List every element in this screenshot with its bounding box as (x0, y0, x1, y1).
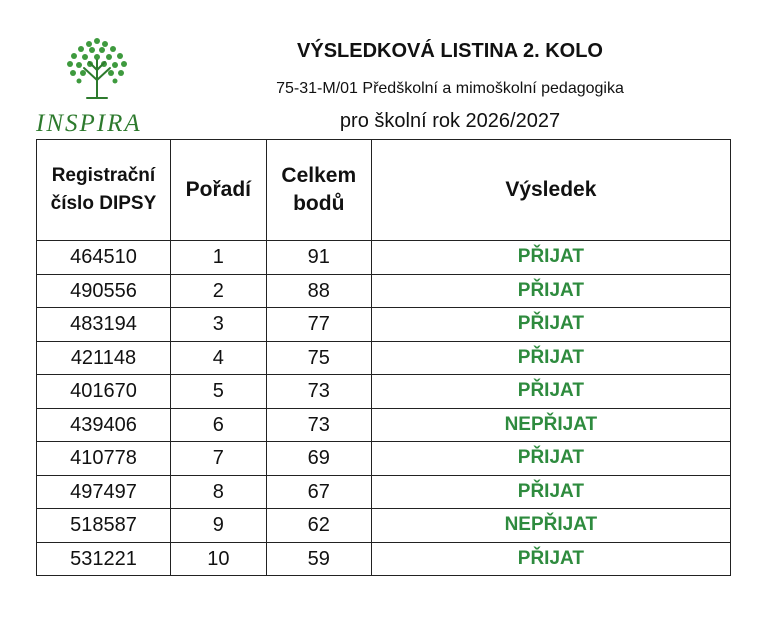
cell-points: 91 (266, 241, 371, 275)
cell-result: NEPŘIJAT (371, 408, 730, 442)
table-row (37, 375, 731, 409)
table-row (37, 408, 731, 442)
results-table (36, 139, 731, 576)
table-row (37, 475, 731, 509)
cell-registration: 401670 (37, 375, 171, 409)
cell-rank: 4 (170, 341, 266, 375)
header-rank: Pořadí (170, 140, 266, 241)
table-row (37, 241, 731, 275)
cell-registration: 439406 (37, 408, 171, 442)
tree-icon (62, 36, 132, 102)
table-row (37, 542, 731, 576)
cell-points: 69 (266, 442, 371, 476)
cell-rank: 1 (170, 241, 266, 275)
cell-rank: 9 (170, 509, 266, 543)
header-registration: Registrační číslo DIPSY (37, 140, 171, 241)
cell-rank: 7 (170, 442, 266, 476)
cell-points: 62 (266, 509, 371, 543)
page-title: VÝSLEDKOVÁ LISTINA 2. KOLO (297, 40, 603, 62)
cell-registration: 421148 (37, 341, 171, 375)
cell-registration: 531221 (37, 542, 171, 576)
cell-result: PŘIJAT (371, 308, 730, 342)
cell-result: PŘIJAT (371, 442, 730, 476)
cell-points: 88 (266, 274, 371, 308)
cell-points: 59 (266, 542, 371, 576)
table-row (37, 308, 731, 342)
cell-points: 77 (266, 308, 371, 342)
cell-registration: 464510 (37, 241, 171, 275)
cell-rank: 5 (170, 375, 266, 409)
cell-registration: 518587 (37, 509, 171, 543)
cell-points: 75 (266, 341, 371, 375)
header-result: Výsledek (371, 140, 730, 241)
cell-result: PŘIJAT (371, 375, 730, 409)
cell-result: PŘIJAT (371, 341, 730, 375)
program-subtitle: 75-31-M/01 Předškolní a mimoškolní pedagogika (276, 80, 624, 97)
cell-registration: 490556 (37, 274, 171, 308)
cell-rank: 8 (170, 475, 266, 509)
table-row (37, 442, 731, 476)
cell-result: PŘIJAT (371, 241, 730, 275)
cell-points: 73 (266, 408, 371, 442)
table-header-row (37, 140, 731, 241)
cell-registration: 410778 (37, 442, 171, 476)
cell-points: 67 (266, 475, 371, 509)
table-row (37, 509, 731, 543)
inspira-logo (36, 36, 166, 140)
school-year: pro školní rok 2026/2027 (339, 110, 561, 132)
cell-rank: 10 (170, 542, 266, 576)
table-row (37, 274, 731, 308)
logo-wordmark: INSPIRA (36, 110, 142, 137)
cell-result: PŘIJAT (371, 475, 730, 509)
header-points: Celkem bodů (266, 140, 371, 241)
table-row (37, 341, 731, 375)
cell-rank: 3 (170, 308, 266, 342)
cell-registration: 497497 (37, 475, 171, 509)
cell-result: PŘIJAT (371, 274, 730, 308)
cell-points: 73 (266, 375, 371, 409)
cell-registration: 483194 (37, 308, 171, 342)
cell-rank: 2 (170, 274, 266, 308)
cell-rank: 6 (170, 408, 266, 442)
cell-result: NEPŘIJAT (371, 509, 730, 543)
cell-result: PŘIJAT (371, 542, 730, 576)
